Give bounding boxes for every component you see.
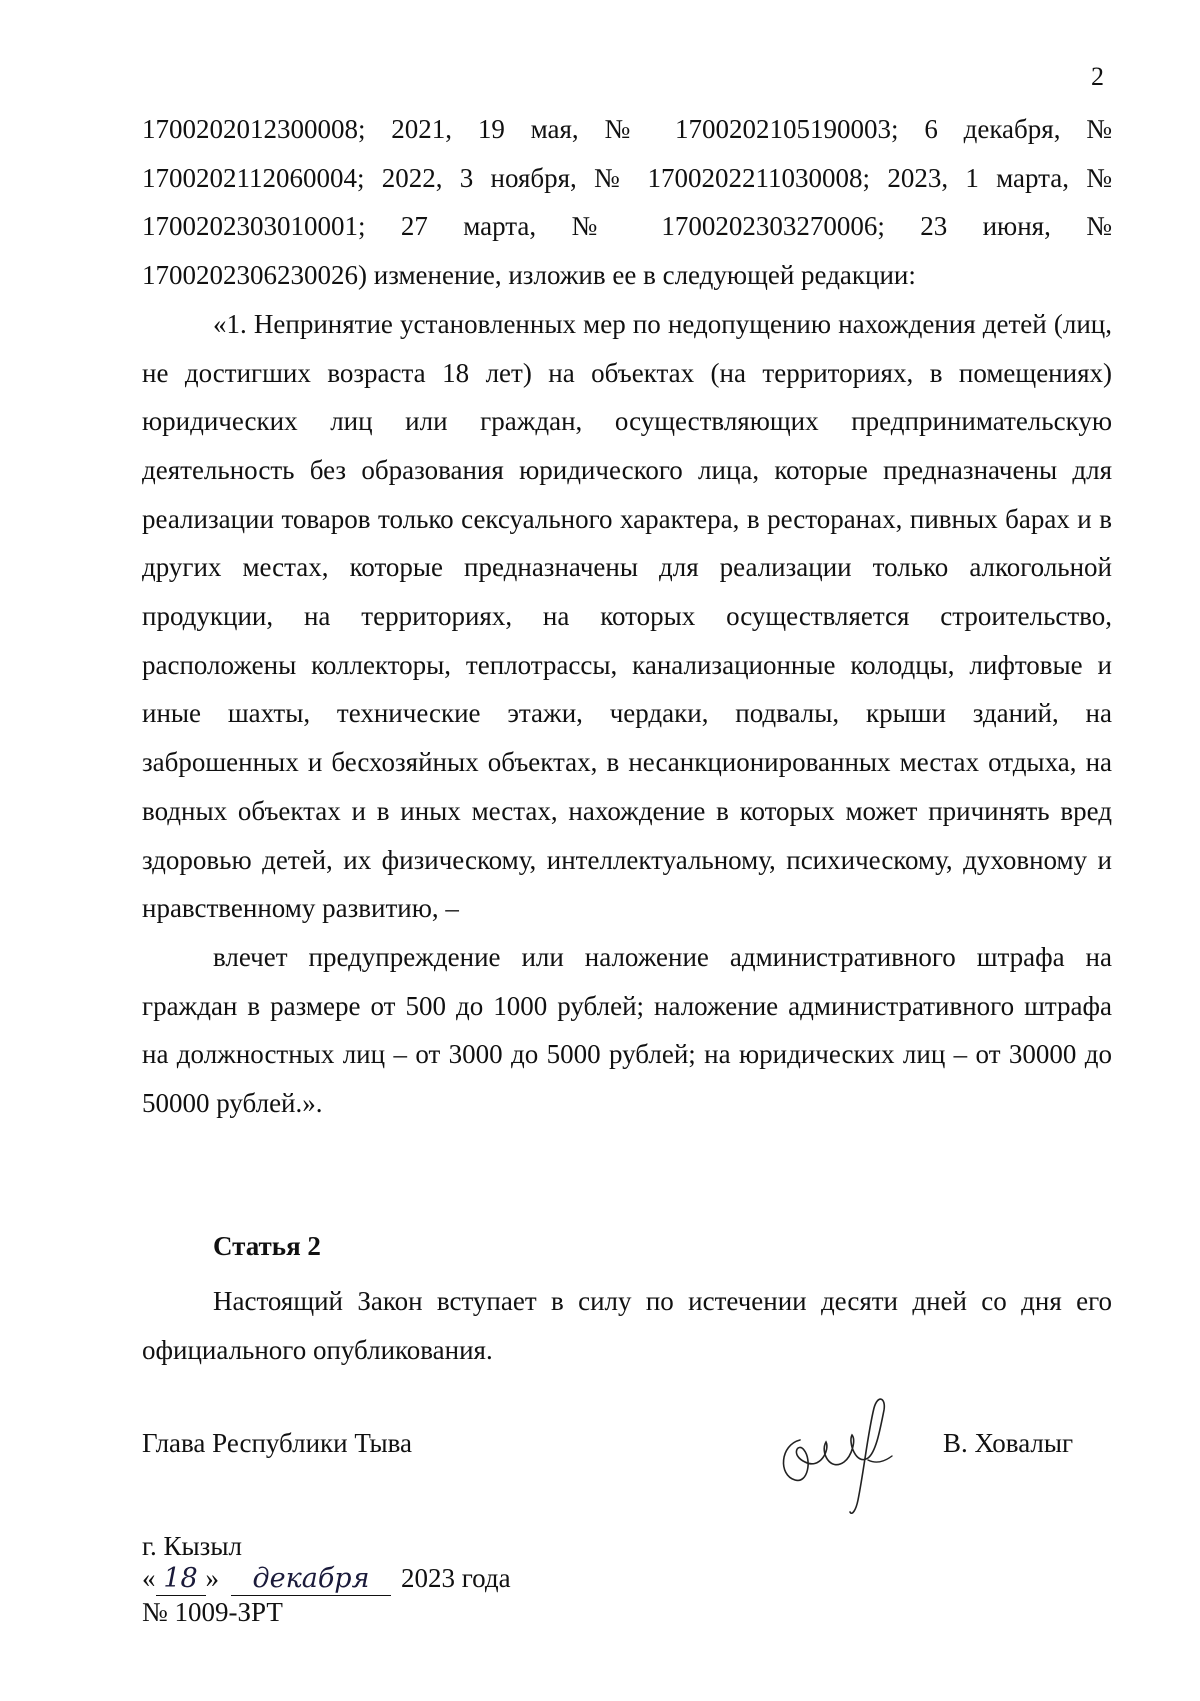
paragraph-penalty: влечет предупреждение или наложение административного штрафа на граждан в размере от 500 до 1000 рублей; наложение административного штрафа на должностных лиц – от 3000 до 5000 рублей; на юридических лиц – от 30000 до 50000 рублей.».	[142, 941, 1112, 1119]
paragraph-article-part1: «1. Непринятие установленных мер по недопущению нахождения детей (лиц, не достигших возраста 18 лет) на объектах (на территориях, в помещениях) юридических лиц или граждан, осуществляющих предпринимательскую деятельность без образования юридического лица, которые предназначены для реализации товаров только сексуального характера, в ресторанах, пивных барах и в других местах, которые предназначены для реализации только алкогольной продукции, на территориях, на которых осуществляется строительство, расположены коллекторы, теплотрассы, канализационные колодцы, лифтовые и иные шахты, технические этажи, чердаки, подвалы, крыши зданий, на заброшенных и бесхозяйных объектах, в несанкционированных местах отдыха, на водных объектах и в иных местах, нахождение в которых может причинять вред здоровью детей, их физическому, интеллектуальному, психическому, духовному и нравственному развитию, –	[142, 308, 1112, 924]
date-line	[142, 1562, 511, 1596]
article-2-text	[142, 1277, 1112, 1374]
article-2-paragraph: Настоящий Закон вступает в силу по истечении десяти дней со дня его официального опубликования.	[142, 1286, 1112, 1365]
law-number: № 1009-ЗРТ	[142, 1597, 283, 1627]
date-year: 2023 года	[401, 1563, 511, 1593]
law-body	[142, 105, 1112, 1128]
page-number: 2	[1091, 62, 1104, 91]
article-2-title: Статья 2	[213, 1231, 321, 1261]
document-footer	[142, 1530, 511, 1628]
paragraph-amendment-intro: 1700202012300008; 2021, 19 мая, № 1700202105190003; 6 декабря, № 1700202112060004; 2022, 3 ноября, № 1700202211030008; 2023, 1 марта, № 1700202303010001; 27 марта, № 1700202303270006; 23 июня, № 1700202306230026) изменение, изложив ее в следующей редакции:	[142, 114, 1112, 291]
date-month-handwritten: декабря	[231, 1563, 391, 1596]
signer-title: Глава Республики Тыва	[142, 1428, 413, 1458]
handwritten-signature	[760, 1380, 910, 1520]
date-day-handwritten: 18	[156, 1563, 206, 1596]
city: г. Кызыл	[142, 1531, 242, 1561]
date-open-quote: «	[142, 1563, 156, 1593]
signer-name: В. Ховалыг	[943, 1428, 1074, 1458]
date-close-quote: »	[205, 1563, 219, 1593]
